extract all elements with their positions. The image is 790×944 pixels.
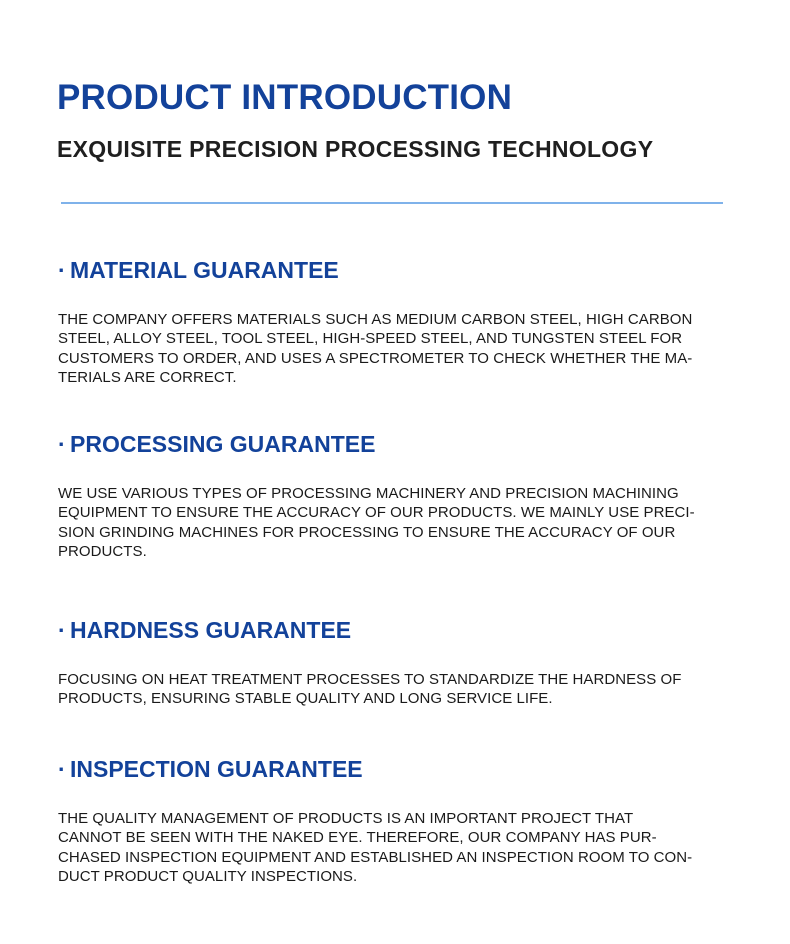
section-heading [58, 430, 718, 458]
section-heading-text: PROCESSING GUARANTEE [70, 431, 376, 457]
section-hardness-guarantee [58, 616, 718, 709]
body-line: TERIALS ARE CORRECT. [58, 369, 237, 387]
body-line: STEEL, ALLOY STEEL, TOOL STEEL, HIGH-SPEED STEEL, AND TUNGSTEN STEEL FOR [58, 330, 683, 348]
page-title: PRODUCT INTRODUCTION [57, 78, 513, 117]
bullet-dot: · [58, 756, 66, 782]
section-body [58, 670, 718, 709]
header-divider [61, 202, 723, 204]
section-inspection-guarantee [58, 755, 718, 887]
body-line: WE USE VARIOUS TYPES OF PROCESSING MACHINERY AND PRECISION MACHINING [58, 485, 679, 502]
section-heading [58, 256, 718, 284]
section-body [58, 809, 718, 887]
body-line: SION GRINDING MACHINES FOR PROCESSING TO ENSURE THE ACCURACY OF OUR [58, 523, 676, 541]
bullet-dot: · [58, 617, 66, 643]
section-heading-text: MATERIAL GUARANTEE [70, 257, 339, 283]
section-heading [58, 755, 718, 783]
body-line: EQUIPMENT TO ENSURE THE ACCURACY OF OUR PRODUCTS. WE MAINLY USE PRECI- [58, 504, 695, 522]
section-heading [58, 616, 718, 644]
section-heading-text: INSPECTION GUARANTEE [70, 756, 363, 782]
bullet-dot: · [58, 257, 66, 283]
body-line: PRODUCTS, ENSURING STABLE QUALITY AND LONG SERVICE LIFE. [58, 690, 553, 708]
bullet-dot: · [58, 431, 66, 457]
body-line: PRODUCTS. [58, 543, 147, 561]
page-subtitle: EXQUISITE PRECISION PROCESSING TECHNOLOGY [57, 136, 654, 162]
section-body [58, 484, 718, 562]
body-line: CHASED INSPECTION EQUIPMENT AND ESTABLISHED AN INSPECTION ROOM TO CON- [58, 848, 693, 866]
section-heading-text: HARDNESS GUARANTEE [70, 617, 352, 643]
section-processing-guarantee [58, 430, 718, 562]
section-material-guarantee [58, 256, 718, 388]
body-line: THE QUALITY MANAGEMENT OF PRODUCTS IS AN IMPORTANT PROJECT THAT [58, 810, 634, 827]
section-body [58, 310, 718, 388]
body-line: THE COMPANY OFFERS MATERIALS SUCH AS MEDIUM CARBON STEEL, HIGH CARBON [58, 311, 693, 328]
body-line: FOCUSING ON HEAT TREATMENT PROCESSES TO STANDARDIZE THE HARDNESS OF [58, 671, 682, 688]
body-line: CUSTOMERS TO ORDER, AND USES A SPECTROMETER TO CHECK WHETHER THE MA- [58, 349, 693, 367]
body-line: CANNOT BE SEEN WITH THE NAKED EYE. THEREFORE, OUR COMPANY HAS PUR- [58, 829, 657, 847]
body-line: DUCT PRODUCT QUALITY INSPECTIONS. [58, 868, 358, 886]
